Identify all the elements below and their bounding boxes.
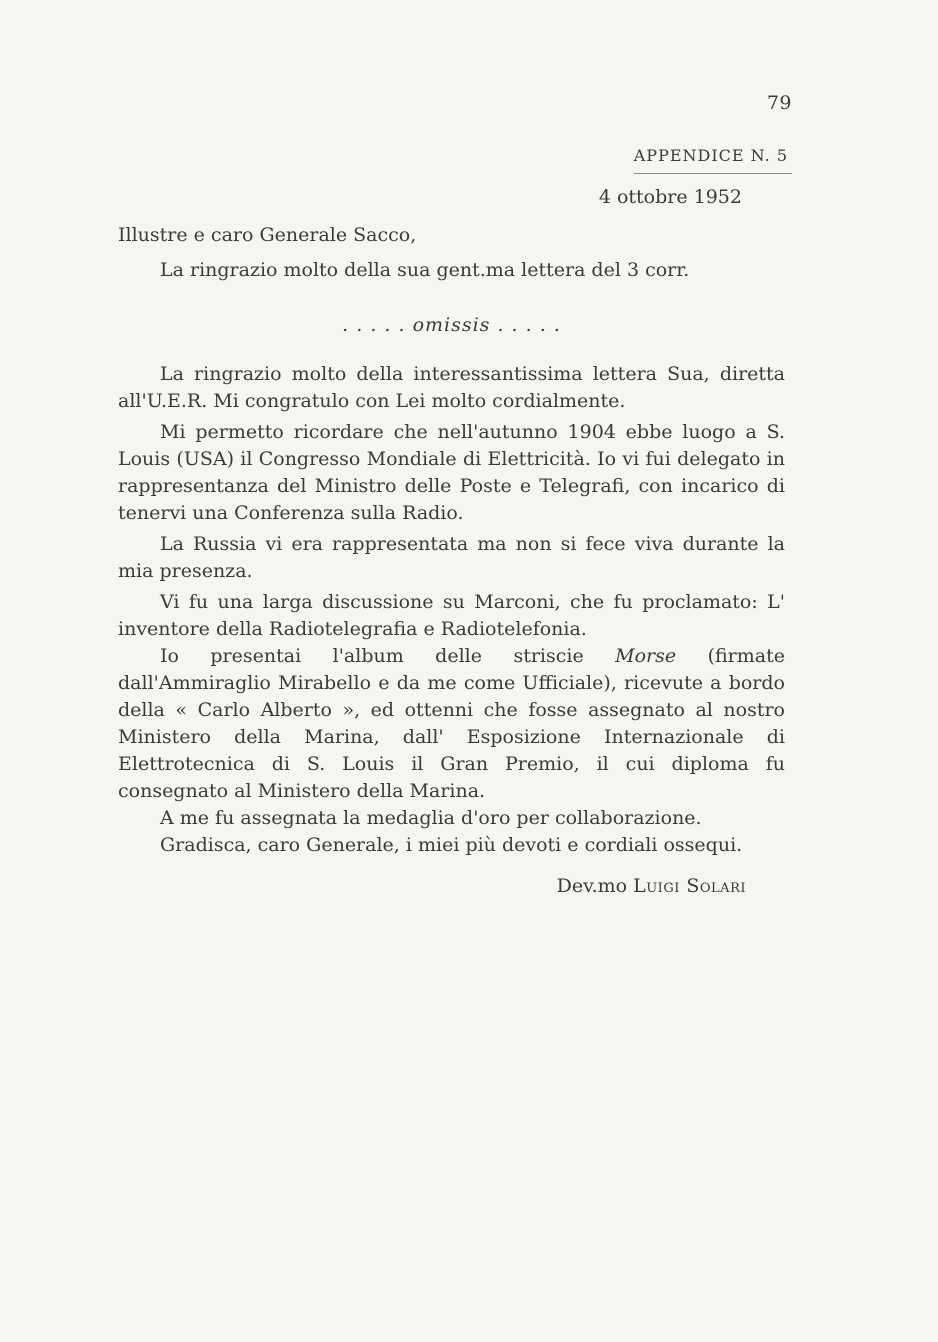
album-text-italic: Morse xyxy=(615,645,677,667)
paragraph-congress: Mi permetto ricordare che nell'autunno 1904 ebbe luogo a S. Louis (USA) il Congresso Mondiale di Elettricità. Io vi fui delegato in rappresentanza del Ministro delle Poste e Telegrafi, con incarico di tenervi una Conferenza sulla Radio. xyxy=(118,421,785,524)
paragraph-closing: Gradisca, caro Generale, i miei più devoti e cordiali ossequi. xyxy=(160,834,743,856)
signature-name: Luigi Solari xyxy=(633,875,746,897)
paragraph-opening: La ringrazio molto della sua gent.ma lettera del 3 corr. xyxy=(160,259,690,281)
salutation: Illustre e caro Generale Sacco, xyxy=(118,224,417,246)
appendix-underline xyxy=(634,173,792,174)
signature-prefix: Dev.mo xyxy=(556,875,628,897)
paragraph-russia: La Russia vi era rappresentata ma non si fece viva durante la mia presenza. xyxy=(118,533,785,582)
paragraph-marconi: Vi fu una larga discussione su Marconi, che fu proclamato: L' inventore della Radiotelegrafia e Radiotelefonia. xyxy=(118,591,785,640)
letter-body xyxy=(118,257,785,859)
signature-line xyxy=(557,875,746,897)
letter-date: 4 ottobre 1952 xyxy=(598,186,742,208)
page-number: 79 xyxy=(766,92,792,114)
album-text-after: (firmate dall'Ammiraglio Mirabello e da me come Ufficiale), ricevute a bordo della « Carlo Alberto », ed ottenni che fosse assegnato al nostro Ministero della Marina, dall' Esposizione Internazionale di Elettrotecnica di S. Louis il Gran Premio, il cui diploma fu consegnato al Ministero della Marina. xyxy=(118,645,785,802)
album-text-before: Io presentai l'album delle striscie xyxy=(160,645,616,667)
appendix-heading: APPENDICE N. 5 xyxy=(633,146,788,165)
paragraph-album xyxy=(118,643,785,805)
paragraph-medal: A me fu assegnata la medaglia d'oro per collaborazione. xyxy=(160,807,702,829)
omissis-marker: . . . . . omissis . . . . . xyxy=(342,314,561,336)
paragraph-uer: La ringrazio molto della interessantissima lettera Sua, diretta all'U.E.R. Mi congratulo con Lei molto cordialmente. xyxy=(118,363,785,412)
